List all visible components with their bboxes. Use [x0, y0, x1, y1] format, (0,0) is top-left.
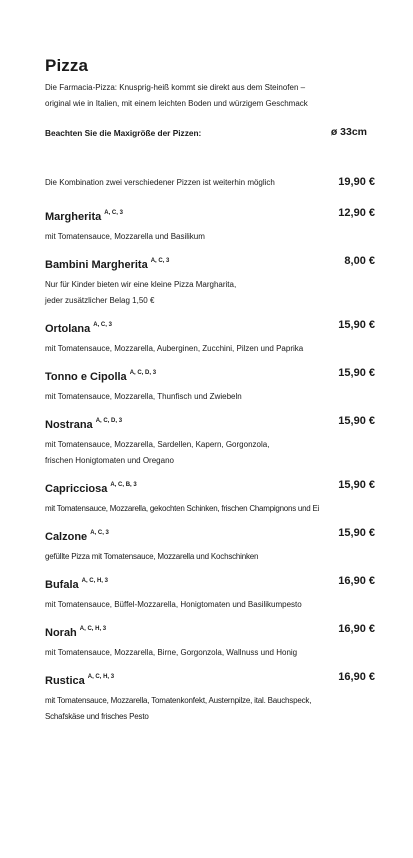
allergen-codes: A, C, H, 3: [81, 578, 108, 584]
menu-item-bufala: [45, 575, 375, 613]
intro-line-2: original wie in Italien, mit einem leichten Boden und würzigem Geschmack: [45, 99, 308, 108]
item-name: Tonno e Cipolla $^{A, C, D, 3}$: [45, 370, 157, 383]
item-price: 8,00 €: [344, 255, 375, 267]
size-note-label: Beachten Sie die Maxigröße der Pizzen:: [45, 128, 202, 138]
item-name: Ortolana $^{A, C, 3}$: [45, 322, 112, 335]
item-description: gefüllte Pizza mit Tomatensauce, Mozzarella und Kochschinken: [45, 552, 259, 561]
section-intro: [45, 80, 375, 112]
allergen-codes: A, C, B, 3: [110, 482, 137, 488]
menu-item-calzone: [45, 527, 375, 565]
item-description: mit Tomatensauce, Büffel-Mozzarella, Honigtomaten und Basilikumpesto: [45, 600, 302, 609]
combination-price: 19,90 €: [338, 176, 375, 188]
menu-item-margherita: [45, 207, 375, 245]
menu-item-rustica: [45, 671, 375, 725]
intro-line-1: Die Farmacia-Pizza: Knusprig-heiß kommt sie direkt aus dem Steinofen –: [45, 83, 306, 92]
item-price: 15,90 €: [338, 319, 375, 331]
item-description: mit Tomatensauce, Mozzarella, Thunfisch und Zwiebeln: [45, 392, 242, 401]
item-name: Norah $^{A, C, H, 3}$: [45, 626, 107, 639]
allergen-codes: A, C, H, 3: [79, 626, 107, 632]
allergen-codes: A, C, 3: [104, 210, 123, 216]
item-name: Capricciosa $^{A, C, B, 3}$: [45, 482, 137, 495]
item-name: Rustica $^{A, C, H, 3}$: [45, 674, 115, 687]
allergen-codes: A, C, H, 3: [87, 674, 115, 680]
allergen-codes: A, C, 3: [90, 530, 109, 536]
item-name: Bufala $^{A, C, H, 3}$: [45, 578, 108, 591]
item-price: 16,90 €: [338, 623, 375, 635]
allergen-codes: A, C, D, 3: [95, 418, 123, 424]
section-title: Pizza: [45, 56, 89, 75]
menu-item-ortolana: [45, 319, 375, 357]
menu-item-capricciosa: [45, 479, 375, 517]
item-price: 15,90 €: [338, 527, 375, 539]
size-note-value: ø 33cm: [330, 126, 367, 138]
item-price: 15,90 €: [338, 367, 375, 379]
item-price: 15,90 €: [338, 479, 375, 491]
item-price: 12,90 €: [338, 207, 375, 219]
item-name: Nostrana $^{A, C, D, 3}$: [45, 418, 123, 431]
item-name: Margherita $^{A, C, 3}$: [45, 210, 123, 223]
menu-item-bambini-margherita: [45, 255, 375, 309]
menu-item-norah: [45, 623, 375, 661]
combination-text: Die Kombination zwei verschiedener Pizzen ist weiterhin möglich: [45, 178, 275, 187]
item-description: mit Tomatensauce, Mozzarella, Sardellen, Kapern, Gorgonzola, frischen Honigtomaten und Oregano: [45, 440, 270, 465]
allergen-codes: A, C, 3: [150, 258, 170, 264]
item-description: Nur für Kinder bieten wir eine kleine Pizza Margharita, jeder zusätzlicher Belag 1,50 €: [45, 280, 237, 305]
item-description: mit Tomatensauce, Mozzarella, Birne, Gorgonzola, Wallnuss und Honig: [45, 648, 298, 657]
menu-item-nostrana: [45, 415, 375, 469]
item-description: mit Tomatensauce, Mozzarella und Basilikum: [45, 232, 205, 241]
item-price: 16,90 €: [338, 671, 375, 683]
item-price: 16,90 €: [338, 575, 375, 587]
item-description: mit Tomatensauce, Mozzarella, gekochten Schinken, frischen Champignons und Ei: [45, 504, 320, 513]
item-description: mit Tomatensauce, Mozzarella, Auberginen, Zucchini, Pilzen und Paprika: [45, 344, 304, 353]
item-name: Bambini Margherita $^{A, C, 3}$: [45, 258, 170, 271]
item-price: 15,90 €: [338, 415, 375, 427]
item-name: Calzone $^{A, C, 3}$: [45, 530, 109, 543]
allergen-codes: A, C, D, 3: [129, 370, 157, 376]
allergen-codes: A, C, 3: [93, 322, 112, 328]
menu-page: [45, 0, 375, 858]
item-description: mit Tomatensauce, Mozzarella, Tomatenkonfekt, Austernpilze, ital. Bauchspeck, Schafskäse und frisches Pesto: [45, 696, 312, 721]
menu-item-tonno-e-cipolla: [45, 367, 375, 405]
